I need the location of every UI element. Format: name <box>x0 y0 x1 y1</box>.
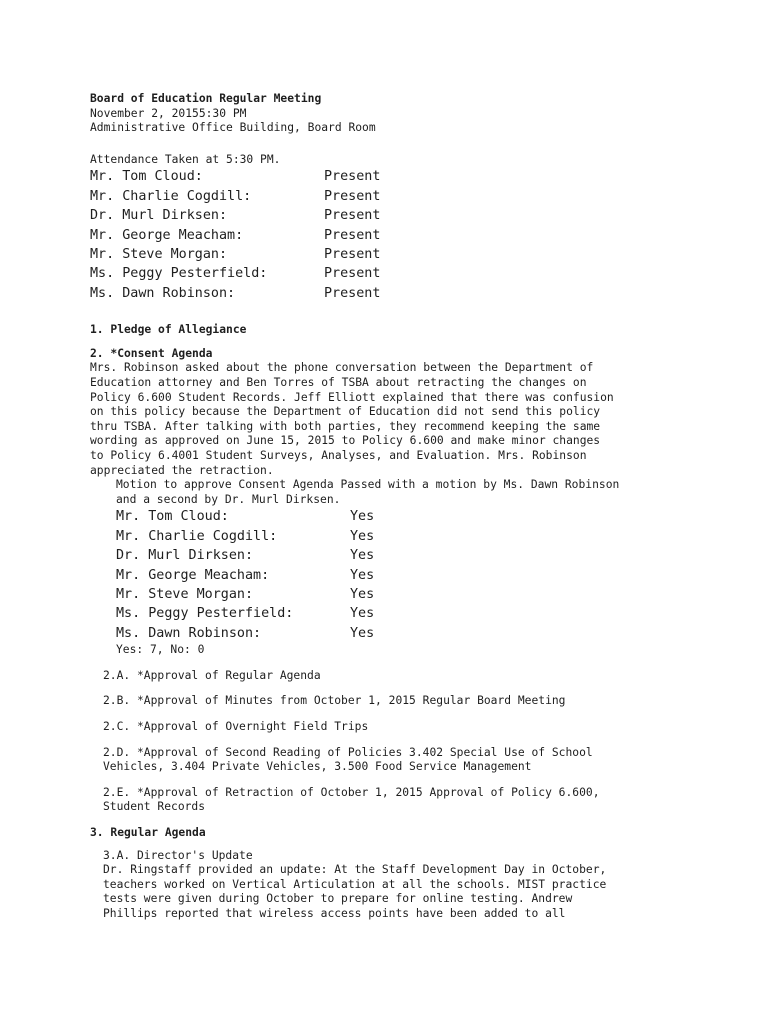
member-status: Present <box>324 188 381 204</box>
attendance-row <box>90 167 690 186</box>
attendance-row <box>90 284 690 303</box>
paragraph-line: Phillips reported that wireless access points have been added to all <box>103 906 566 920</box>
member-status: Present <box>324 247 381 262</box>
consent-paragraph <box>90 361 690 478</box>
vote-row <box>116 507 690 526</box>
motion-line: Motion to approve Consent Agenda Passed with a motion by Ms. Dawn Robinson <box>116 478 620 492</box>
voter-name: Mr. Steve Morgan: <box>116 586 254 602</box>
voter-name: Ms. Peggy Pesterfield: <box>116 606 294 622</box>
paragraph-line: to Policy 6.4001 Student Surveys, Analyses, and Evaluation. Mrs. Robinson <box>90 448 587 462</box>
section-heading-consent: 2. *Consent Agenda <box>90 346 213 360</box>
paragraph-line: Policy 6.600 Student Records. Jeff Elliott explained that there was confusion <box>90 390 614 404</box>
member-name: Mr. Charlie Cogdill: <box>90 188 252 204</box>
member-status: Present <box>324 285 381 301</box>
vote-value: Yes <box>350 509 375 525</box>
agenda-item-2c: 2.C. *Approval of Overnight Field Trips <box>103 719 369 733</box>
attendance-row <box>90 245 690 264</box>
agenda-item-2e <box>103 786 690 815</box>
section-heading-regular: 3. Regular Agenda <box>90 825 206 839</box>
voter-name: Ms. Dawn Robinson: <box>116 625 262 641</box>
paragraph-line: wording as approved on June 15, 2015 to Policy 6.600 and make minor changes <box>90 434 601 448</box>
meeting-title: Board of Education Regular Meeting <box>90 92 322 105</box>
voter-name: Mr. Charlie Cogdill: <box>116 528 278 544</box>
paragraph-line: thru TSBA. After talking with both parties, they recommend keeping the same <box>90 419 601 433</box>
attendance-list <box>90 167 690 303</box>
paragraph-line: Dr. Ringstaff provided an update: At the Staff Development Day in October, <box>103 863 607 877</box>
paragraph-line: tests were given during October to prepare for online testing. Andrew <box>103 892 573 906</box>
member-status: Present <box>324 208 381 224</box>
member-name: Dr. Murl Dirksen: <box>90 208 228 224</box>
paragraph-line: on this policy because the Department of Education did not send this policy <box>90 405 601 419</box>
member-name: Mr. George Meacham: <box>90 227 244 243</box>
agenda-item-line: Vehicles, 3.404 Private Vehicles, 3.500 Food Service Management <box>103 760 532 774</box>
member-name: Mr. Tom Cloud: <box>90 169 203 185</box>
vote-row <box>116 604 690 623</box>
paragraph-line: Education attorney and Ben Torres of TSBA about retracting the changes on <box>90 376 587 389</box>
agenda-item-2a: 2.A. *Approval of Regular Agenda <box>103 668 321 682</box>
attendance-row <box>90 226 690 245</box>
section-heading-pledge: 1. Pledge of Allegiance <box>90 323 247 337</box>
attendance-row <box>90 206 690 225</box>
attendance-row <box>90 264 690 283</box>
attendance-intro: Attendance Taken at 5:30 PM. <box>90 152 281 166</box>
meeting-date-time: November 2, 20155:30 PM <box>90 106 247 120</box>
member-status: Present <box>324 266 381 282</box>
member-status: Present <box>324 227 381 243</box>
voter-name: Mr. George Meacham: <box>116 567 270 583</box>
agenda-item-line: 2.D. *Approval of Second Reading of Policies 3.402 Special Use of School <box>103 745 593 759</box>
paragraph-line: teachers worked on Vertical Articulation at all the schools. MIST practice <box>103 877 607 891</box>
vote-tally: Yes: 7, No: 0 <box>116 643 205 657</box>
agenda-item-2b: 2.B. *Approval of Minutes from October 1, 2015 Regular Board Meeting <box>103 694 566 708</box>
member-name: Ms. Peggy Pesterfield: <box>90 266 268 282</box>
vote-value: Yes <box>350 528 375 544</box>
vote-row <box>116 585 690 604</box>
consent-motion <box>116 478 690 507</box>
vote-value: Yes <box>350 586 375 602</box>
vote-value: Yes <box>350 606 375 622</box>
member-name: Mr. Steve Morgan: <box>90 247 228 262</box>
member-name: Ms. Dawn Robinson: <box>90 285 236 301</box>
document-page <box>90 92 690 922</box>
vote-row <box>116 566 690 585</box>
voter-name: Mr. Tom Cloud: <box>116 509 229 525</box>
member-status: Present <box>324 169 381 185</box>
vote-value: Yes <box>350 548 375 564</box>
vote-row <box>116 527 690 546</box>
motion-line: and a second by Dr. Murl Dirksen. <box>116 492 341 506</box>
agenda-item-line: Student Records <box>103 800 206 814</box>
vote-value: Yes <box>350 567 375 583</box>
agenda-item-line: 2.E. *Approval of Retraction of October 1, 2015 Approval of Policy 6.600, <box>103 785 600 799</box>
vote-value: Yes <box>350 625 375 641</box>
paragraph-line: appreciated the retraction. <box>90 463 274 477</box>
voter-name: Dr. Murl Dirksen: <box>116 548 254 564</box>
directors-update-paragraph <box>103 863 690 921</box>
attendance-row <box>90 187 690 206</box>
vote-list <box>116 507 690 643</box>
paragraph-line: Mrs. Robinson asked about the phone conversation between the Department of <box>90 361 594 375</box>
meeting-location: Administrative Office Building, Board Room <box>90 121 376 135</box>
agenda-item-2d <box>103 746 690 775</box>
vote-row <box>116 546 690 565</box>
vote-row <box>116 624 690 643</box>
directors-update-heading: 3.A. Director's Update <box>103 848 253 862</box>
